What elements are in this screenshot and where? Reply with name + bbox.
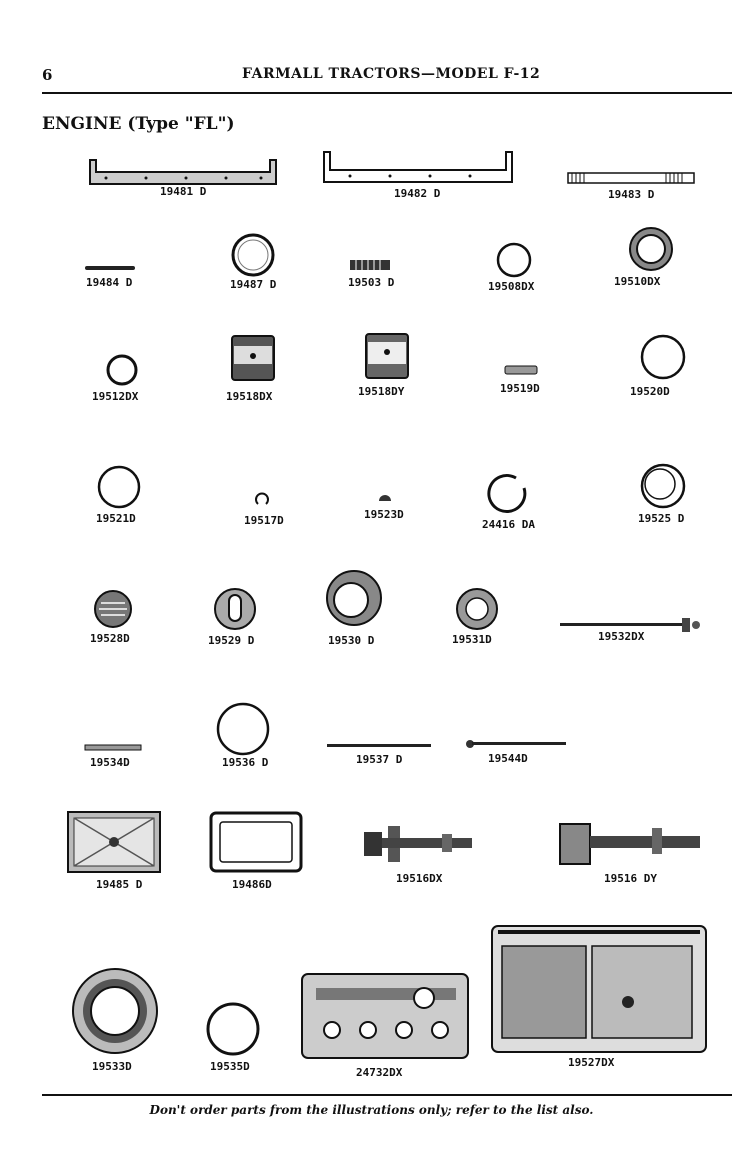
part-label: 19534D bbox=[90, 756, 130, 769]
part-label: 19482 D bbox=[394, 187, 441, 200]
part-label: 19533D bbox=[92, 1060, 132, 1073]
part-label: 19487 D bbox=[230, 278, 277, 291]
part-label: 19510DX bbox=[614, 275, 661, 288]
part-label: 19486D bbox=[232, 878, 272, 891]
part-label: 19512DX bbox=[92, 390, 139, 403]
ring-19512-illustration bbox=[104, 352, 140, 388]
gasket-strip-19481-illustration bbox=[86, 156, 280, 188]
part-label: 24416 DA bbox=[482, 518, 535, 531]
part-label: 19481 D bbox=[160, 185, 207, 198]
header-rule bbox=[42, 92, 732, 94]
ring-19521-illustration bbox=[96, 464, 142, 510]
footer-rule bbox=[42, 1094, 732, 1096]
part-label: 19523D bbox=[364, 508, 404, 521]
gasket-strip-19483-illustration bbox=[566, 170, 696, 186]
part-label: 24732DX bbox=[356, 1066, 403, 1079]
rod-19537-illustration bbox=[326, 742, 432, 750]
part-label: 19484 D bbox=[86, 276, 133, 289]
manifold-24732-illustration bbox=[298, 970, 472, 1062]
sleeve-19510-illustration bbox=[626, 224, 676, 274]
ring-19487-illustration bbox=[230, 232, 276, 278]
snap-ring-24416-illustration bbox=[486, 472, 530, 516]
part-label: 19525 D bbox=[638, 512, 685, 525]
ring-19508-illustration bbox=[494, 240, 534, 280]
part-label: 19535D bbox=[210, 1060, 250, 1073]
gasket-19486-illustration bbox=[208, 810, 304, 874]
pin-19519-illustration bbox=[504, 364, 538, 376]
spring-19503-illustration bbox=[348, 258, 392, 272]
ring-19525-illustration bbox=[636, 462, 690, 510]
ring-19520-illustration bbox=[638, 332, 688, 382]
disc-19528-illustration bbox=[92, 588, 134, 630]
rod-19544-illustration bbox=[464, 738, 568, 750]
washer-19531-illustration bbox=[454, 586, 500, 632]
part-label: 19521D bbox=[96, 512, 136, 525]
page-header bbox=[42, 66, 731, 88]
part-label: 19485 D bbox=[96, 878, 143, 891]
gasket-19534-illustration bbox=[84, 744, 142, 752]
shaft-assembly-19516dx-illustration bbox=[362, 822, 478, 866]
part-label: 19537 D bbox=[356, 753, 403, 766]
part-label: 19531D bbox=[452, 633, 492, 646]
cover-19485-illustration bbox=[66, 810, 162, 874]
part-label: 19544D bbox=[488, 752, 528, 765]
shaft-assembly-19516dy-illustration bbox=[556, 818, 708, 870]
ring-19536-illustration bbox=[214, 700, 272, 758]
page-title: FARMALL TRACTORS—MODEL F-12 bbox=[242, 66, 541, 82]
piston-19518dx-illustration bbox=[228, 332, 278, 384]
part-label: 19519D bbox=[500, 382, 540, 395]
part-label: 19529 D bbox=[208, 634, 255, 647]
clip-19517-illustration bbox=[254, 490, 270, 506]
part-label: 19530 D bbox=[328, 634, 375, 647]
part-label: 19532DX bbox=[598, 630, 645, 643]
part-label: 19516 DY bbox=[604, 872, 657, 885]
part-label: 19516DX bbox=[396, 872, 443, 885]
part-label: 19527DX bbox=[568, 1056, 615, 1069]
footer-note: Don't order parts from the illustrations only; refer to the list also. bbox=[149, 1103, 594, 1117]
part-label: 19483 D bbox=[608, 188, 655, 201]
bushing-19530-illustration bbox=[324, 568, 384, 628]
part-label: 19518DX bbox=[226, 390, 273, 403]
key-19523-illustration bbox=[378, 494, 392, 502]
section-title: ENGINE (Type "FL") bbox=[42, 114, 235, 134]
gasket-strip-19482-illustration bbox=[320, 148, 516, 188]
part-label: 19518DY bbox=[358, 385, 405, 398]
part-label: 19536 D bbox=[222, 756, 269, 769]
part-label: 19517D bbox=[244, 514, 284, 527]
seal-19533-illustration bbox=[70, 966, 160, 1056]
oil-pan-19527-illustration bbox=[488, 922, 710, 1056]
part-label: 19503 D bbox=[348, 276, 395, 289]
piston-19518dy-illustration bbox=[362, 330, 412, 382]
part-label: 19520D bbox=[630, 385, 670, 398]
page-number: 6 bbox=[42, 66, 53, 84]
part-label: 19508DX bbox=[488, 280, 535, 293]
plate-19529-illustration bbox=[212, 586, 258, 632]
ring-19535-illustration bbox=[204, 1000, 262, 1058]
pin-19484-illustration bbox=[84, 264, 136, 272]
part-label: 19528D bbox=[90, 632, 130, 645]
